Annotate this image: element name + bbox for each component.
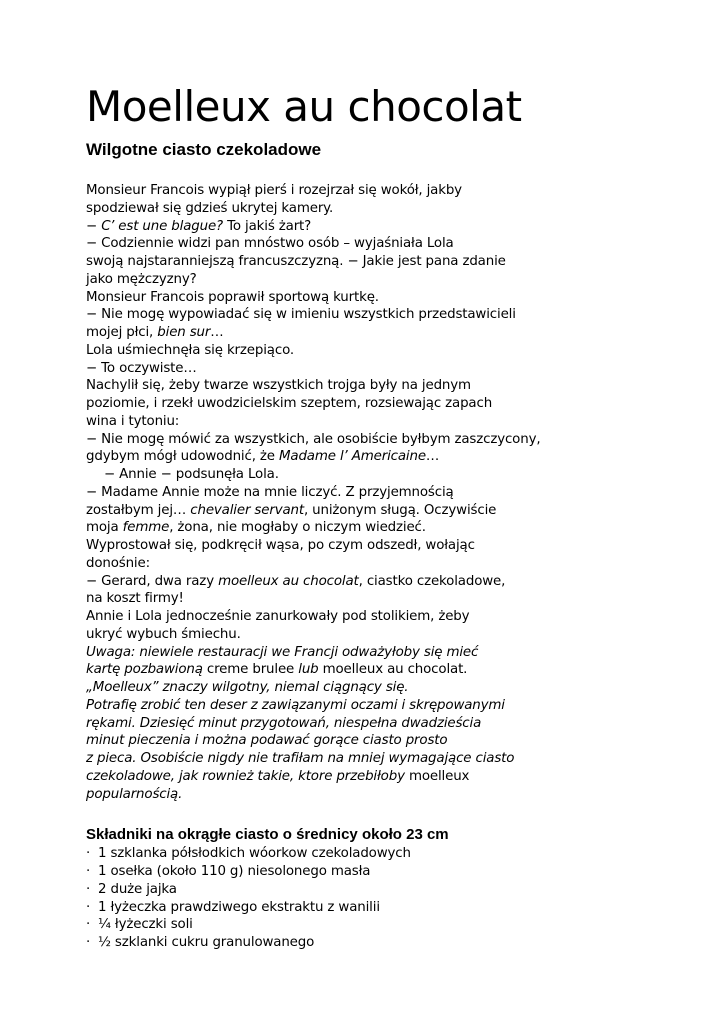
ingredient-text: 1 osełka (około 110 g) niesolonego masła <box>98 864 371 879</box>
text-run: Monsieur Francois poprawił sportową kurtkę. <box>86 289 379 305</box>
italic-run: Madame l’ Americaine <box>278 449 426 465</box>
text-run: moja <box>86 520 123 536</box>
text-line <box>86 608 686 626</box>
ingredients-list <box>86 845 686 952</box>
text-line <box>86 395 686 413</box>
text-line <box>86 413 686 431</box>
text-run: mojej płci, <box>86 325 158 340</box>
text-run: zostałbym jej… <box>86 502 191 518</box>
text-run: Lola uśmiechnęła się krzepiąco. <box>86 342 294 358</box>
ingredient-item <box>86 845 686 863</box>
text-run: − Madame Annie może na mnie liczyć. Z przyjemnością <box>86 484 454 500</box>
text-line <box>86 786 686 804</box>
text-run: na koszt firmy! <box>86 591 184 607</box>
text-run: creme brulee <box>202 662 299 678</box>
text-line <box>86 537 686 555</box>
text-run: moelleux <box>404 768 470 784</box>
text-line <box>86 448 686 466</box>
text-run: poziomie, i rzekł uwodzicielskim szeptem, rozsiewając zapach <box>86 396 493 411</box>
italic-run: z pieca. Osobiście nigdy nie trafiłam na mniej wymagające ciasto <box>86 751 515 766</box>
ingredient-item <box>86 916 686 934</box>
bullet-icon: · <box>86 864 91 879</box>
ingredient-text: ¼ łyżeczki soli <box>98 917 193 933</box>
ingredient-text: ½ szklanki cukru granulowanego <box>98 935 315 950</box>
page-title: Moelleux au chocolat <box>86 82 522 131</box>
text-run: − <box>86 218 102 234</box>
text-line <box>86 253 686 271</box>
text-run: wina i tytoniu: <box>86 413 180 429</box>
text-run: donośnie: <box>86 555 150 571</box>
text-line <box>86 360 686 378</box>
text-line <box>86 466 686 484</box>
text-line <box>86 679 686 697</box>
text-run: − Codziennie widzi pan mnóstwo osób – wyjaśniała Lola <box>86 236 454 252</box>
text-line <box>86 555 686 573</box>
text-run: , ciastko czekoladowe, <box>358 573 506 589</box>
text-run: Monsieur Francois wypiął pierś i rozejrzał się wokół, jakby <box>86 183 462 198</box>
text-run: − Gerard, dwa razy <box>86 573 219 589</box>
ingredients-heading: Składniki na okrągłe ciasto o średnicy około 23 cm <box>86 826 449 844</box>
italic-run: minut pieczenia i można podawać gorące ciasto prosto <box>86 733 448 749</box>
text-run: − Annie − podsunęła Lola. <box>104 467 279 482</box>
text-line <box>86 573 686 591</box>
ingredient-item <box>86 899 686 917</box>
italic-run: Uwaga: niewiele restauracji we Francji odważyłoby się mieć <box>86 644 479 660</box>
ingredient-item <box>86 934 686 952</box>
text-line <box>86 306 686 324</box>
text-run: , uniżonym sługą. Oczywiście <box>303 502 497 518</box>
italic-run: Potrafię zrobić ten deser z zawiązanymi oczami i skrępowanymi <box>86 697 505 713</box>
text-run: gdybym mógł udowodnić, że <box>86 449 279 465</box>
document-page <box>86 82 686 952</box>
italic-run: moelleux au chocolat <box>218 573 359 589</box>
italic-run: chevalier servant <box>190 502 304 518</box>
text-line <box>86 626 686 644</box>
text-run: … <box>210 325 224 340</box>
italic-run: bien sur <box>157 325 211 340</box>
ingredient-item <box>86 881 686 899</box>
text-run: − Nie mogę mówić za wszystkich, ale osobiście byłbym zaszczycony, <box>86 431 541 447</box>
text-run: Nachylił się, żeby twarze wszystkich trojga były na jednym <box>86 378 471 394</box>
text-line <box>86 377 686 395</box>
text-line <box>86 342 686 360</box>
ingredient-item <box>86 863 686 881</box>
text-line <box>86 218 686 236</box>
italic-run: rękami. Dziesięć minut przygotowań, niespełna dwadzieścia <box>86 715 482 731</box>
text-line <box>86 431 686 449</box>
text-line <box>86 661 686 679</box>
page-subtitle: Wilgotne ciasto czekoladowe <box>86 140 322 159</box>
text-run: ukryć wybuch śmiechu. <box>86 626 241 642</box>
text-line <box>86 271 686 289</box>
bullet-icon: · <box>86 846 91 862</box>
text-run: … <box>425 449 440 465</box>
italic-run: popularnością. <box>86 786 183 802</box>
italic-run: C’ est une blague? <box>101 218 224 234</box>
text-run: − To oczywiste… <box>86 360 197 376</box>
text-run: − Nie mogę wypowiadać się w imieniu wszystkich przedstawicieli <box>86 307 516 323</box>
text-line <box>86 519 686 537</box>
text-line <box>86 324 686 342</box>
text-line <box>86 182 686 200</box>
italic-run: lub <box>298 662 319 678</box>
text-line <box>86 200 686 218</box>
bullet-icon: · <box>86 881 91 897</box>
text-run: swoją najstaranniejszą francuszczyzną. − Jakie jest pana zdanie <box>86 254 506 269</box>
ingredient-text: 1 łyżeczka prawdziwego ekstraktu z wanilii <box>98 899 380 915</box>
bullet-icon: · <box>86 935 91 950</box>
italic-run: „Moelleux” znaczy wilgotny, niemal ciągnący się. <box>86 680 409 695</box>
story-text <box>86 182 686 803</box>
ingredient-text: 2 duże jajka <box>98 881 177 897</box>
text-line <box>86 484 686 502</box>
text-line <box>86 590 686 608</box>
bullet-icon: · <box>86 917 91 933</box>
text-line <box>86 502 686 520</box>
text-run: To jakiś żart? <box>223 218 312 234</box>
italic-run: femme <box>122 520 170 536</box>
text-run: jako mężczyzny? <box>86 271 197 287</box>
text-run: moelleux au chocolat. <box>318 662 468 678</box>
text-line <box>86 289 686 307</box>
text-line <box>86 697 686 715</box>
text-run: Annie i Lola jednocześnie zanurkowały pod stolikiem, żeby <box>86 609 470 624</box>
text-line <box>86 715 686 733</box>
italic-run: kartę pozbawioną <box>86 662 203 678</box>
text-run: Wyprostował się, podkręcił wąsa, po czym odszedł, wołając <box>86 538 475 553</box>
text-line <box>86 768 686 786</box>
bullet-icon: · <box>86 899 91 915</box>
text-run: , żona, nie mogłaby o niczym wiedzieć. <box>169 520 426 536</box>
text-line <box>86 750 686 768</box>
text-line <box>86 732 686 750</box>
text-line <box>86 644 686 662</box>
text-run: spodziewał się gdzieś ukrytej kamery. <box>86 200 334 216</box>
italic-run: czekoladowe, jak rownież takie, ktore przebiłoby <box>86 768 405 784</box>
ingredient-text: 1 szklanka półsłodkich wóorkow czekoladowych <box>98 846 411 862</box>
text-line <box>86 235 686 253</box>
